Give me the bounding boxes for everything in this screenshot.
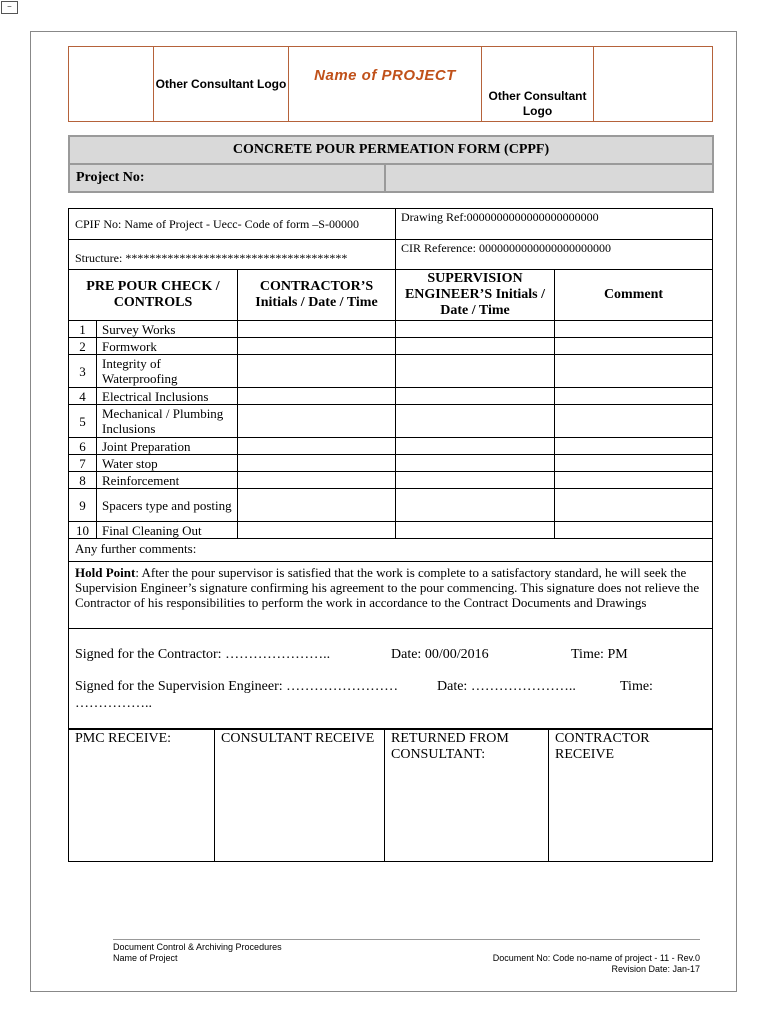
row-label: Integrity of Waterproofing xyxy=(97,355,238,388)
further-comments[interactable]: Any further comments: xyxy=(69,539,713,562)
row-number: 1 xyxy=(69,321,97,338)
row-number: 2 xyxy=(69,338,97,355)
engineer-signature[interactable]: Signed for the Supervision Engineer: …………………… xyxy=(75,679,399,694)
engineer-cell[interactable] xyxy=(396,355,555,388)
left-consultant-logo: Other Consultant Logo xyxy=(154,47,289,122)
row-label: Final Cleaning Out xyxy=(97,522,238,539)
table-row xyxy=(69,355,713,388)
engineer-cell[interactable] xyxy=(396,472,555,489)
col-contractor: CONTRACTOR’S Initials / Date / Time xyxy=(238,270,396,321)
contractor-receive[interactable]: CONTRACTOR RECEIVE xyxy=(549,730,713,862)
row-number: 5 xyxy=(69,405,97,438)
table-row xyxy=(69,438,713,455)
comment-cell[interactable] xyxy=(555,338,713,355)
contractor-cell[interactable] xyxy=(238,388,396,405)
engineer-cell[interactable] xyxy=(396,321,555,338)
row-label: Survey Works xyxy=(97,321,238,338)
comment-cell[interactable] xyxy=(555,405,713,438)
comment-cell[interactable] xyxy=(555,388,713,405)
hold-point-body: : After the pour supervisor is satisfied that the work is complete to a satisfactory standard, he will seek the Supervision Engineer’s signature confirming his agreement to the pour commencing. This signature does not relieve the Contractor of his responsibilities to perform the work in accordance to the Contract Documents and Drawings xyxy=(75,565,700,610)
page-footer xyxy=(113,939,700,974)
engineer-cell[interactable] xyxy=(396,438,555,455)
comment-cell[interactable] xyxy=(555,489,713,522)
table-row xyxy=(69,455,713,472)
contractor-cell[interactable] xyxy=(238,355,396,388)
row-label: Reinforcement xyxy=(97,472,238,489)
contractor-cell[interactable] xyxy=(238,489,396,522)
table-row xyxy=(69,489,713,522)
footer-document-no: Document No: Code no-name of project - 11 - Rev.0 xyxy=(492,953,700,963)
drawing-ref: Drawing Ref:0000000000000000000000 xyxy=(396,209,713,240)
row-number: 7 xyxy=(69,455,97,472)
engineer-cell[interactable] xyxy=(396,522,555,539)
table-row xyxy=(69,338,713,355)
row-number: 8 xyxy=(69,472,97,489)
engineer-date[interactable]: Date: ………………….. xyxy=(437,679,576,694)
corner-mark: – xyxy=(1,1,18,14)
contractor-cell[interactable] xyxy=(238,321,396,338)
signatures-block xyxy=(69,629,713,729)
header-blank-left xyxy=(69,47,154,122)
engineer-cell[interactable] xyxy=(396,455,555,472)
row-label: Formwork xyxy=(97,338,238,355)
contractor-cell[interactable] xyxy=(238,455,396,472)
contractor-cell[interactable] xyxy=(238,522,396,539)
cpif-number: CPIF No: Name of Project - Uecc- Code of form –S-00000 xyxy=(69,209,396,240)
comment-cell[interactable] xyxy=(555,438,713,455)
cir-reference: CIR Reference: 0000000000000000000000 xyxy=(396,240,713,270)
engineer-cell[interactable] xyxy=(396,489,555,522)
row-label: Spacers type and posting xyxy=(97,489,238,522)
row-label: Joint Preparation xyxy=(97,438,238,455)
table-row xyxy=(69,321,713,338)
right-consultant-logo: Other Consultant Logo xyxy=(482,47,594,122)
row-number: 3 xyxy=(69,355,97,388)
contractor-signature[interactable]: Signed for the Contractor: ………………….. xyxy=(75,647,331,662)
project-name: Name of PROJECT xyxy=(289,47,482,122)
engineer-cell[interactable] xyxy=(396,338,555,355)
row-number: 6 xyxy=(69,438,97,455)
comment-cell[interactable] xyxy=(555,355,713,388)
checks-table xyxy=(68,208,713,729)
footer-procedures: Document Control & Archiving Procedures xyxy=(113,942,282,952)
row-label: Water stop xyxy=(97,455,238,472)
contractor-cell[interactable] xyxy=(238,472,396,489)
pmc-receive[interactable]: PMC RECEIVE: xyxy=(69,730,215,862)
contractor-date[interactable]: Date: 00/00/2016 xyxy=(391,647,489,662)
table-row xyxy=(69,472,713,489)
hold-point-label: Hold Point xyxy=(75,565,136,580)
footer-project-name: Name of Project xyxy=(113,953,178,963)
col-comment: Comment xyxy=(555,270,713,321)
footer-revision-date: Revision Date: Jan-17 xyxy=(611,964,700,974)
header-table xyxy=(68,46,713,122)
hold-point-text xyxy=(69,562,713,629)
comment-cell[interactable] xyxy=(555,455,713,472)
comment-cell[interactable] xyxy=(555,522,713,539)
engineer-cell[interactable] xyxy=(396,405,555,438)
contractor-time[interactable]: Time: PM xyxy=(571,647,628,662)
contractor-cell[interactable] xyxy=(238,438,396,455)
row-number: 10 xyxy=(69,522,97,539)
form-title: CONCRETE POUR PERMEATION FORM (CPPF) xyxy=(69,136,713,164)
row-label: Mechanical / Plumbing Inclusions xyxy=(97,405,238,438)
engineer-time-dots: …………….. xyxy=(75,696,152,711)
form-title-table xyxy=(68,135,714,193)
engineer-time[interactable]: Time: xyxy=(620,679,653,694)
col-pre-pour-check: PRE POUR CHECK / CONTROLS xyxy=(69,270,238,321)
contractor-cell[interactable] xyxy=(238,405,396,438)
table-row xyxy=(69,522,713,539)
col-supervision-engineer: SUPERVISION ENGINEER’S Initials / Date / Time xyxy=(396,270,555,321)
row-label: Electrical Inclusions xyxy=(97,388,238,405)
structure: Structure: ************************************* xyxy=(69,240,396,270)
project-no-field[interactable] xyxy=(385,164,713,192)
contractor-cell[interactable] xyxy=(238,338,396,355)
row-number: 9 xyxy=(69,489,97,522)
project-no-label: Project No: xyxy=(69,164,385,192)
table-row xyxy=(69,405,713,438)
comment-cell[interactable] xyxy=(555,472,713,489)
header-blank-right xyxy=(594,47,713,122)
returned-from-consultant[interactable]: RETURNED FROM CONSULTANT: xyxy=(385,730,549,862)
consultant-receive[interactable]: CONSULTANT RECEIVE xyxy=(215,730,385,862)
comment-cell[interactable] xyxy=(555,321,713,338)
receive-table xyxy=(68,729,713,862)
table-row xyxy=(69,388,713,405)
engineer-cell[interactable] xyxy=(396,388,555,405)
row-number: 4 xyxy=(69,388,97,405)
